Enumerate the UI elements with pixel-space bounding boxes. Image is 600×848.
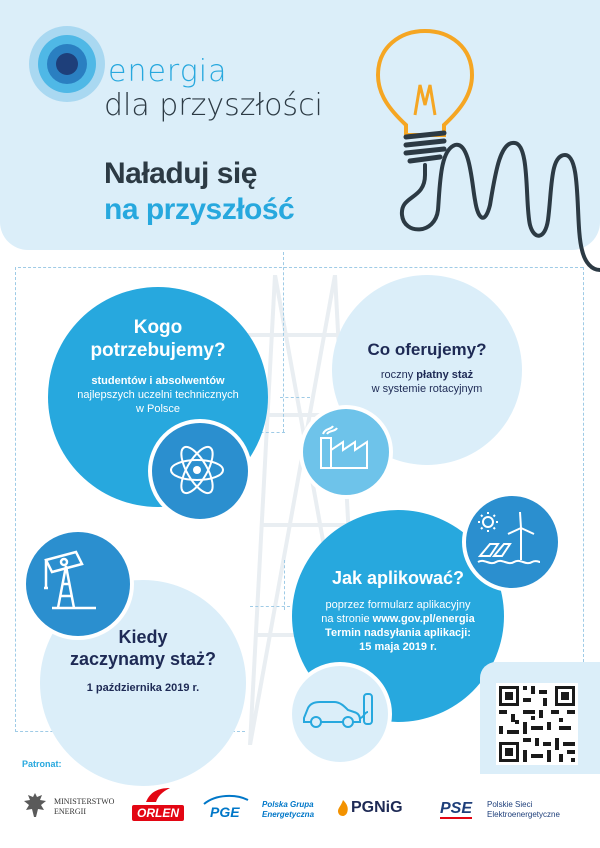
dashed-line bbox=[280, 397, 310, 398]
offer-text-pre: roczny bbox=[380, 369, 417, 381]
logo-word-energia: energia bbox=[108, 54, 228, 89]
dashed-line bbox=[284, 560, 285, 610]
atom-icon bbox=[168, 441, 226, 499]
apply-text-1: poprzez formularz aplikacyjny bbox=[325, 599, 471, 611]
apply-url: www.gov.pl/energia bbox=[372, 613, 475, 625]
electric-car-icon bbox=[300, 688, 376, 732]
apply-title: Jak aplikować? bbox=[331, 568, 465, 588]
pge-logo: PGE bbox=[210, 804, 240, 820]
dashed-line bbox=[18, 267, 583, 268]
orlen-logo: ORLEN bbox=[132, 805, 184, 821]
when-title-1: Kiedy bbox=[118, 627, 168, 647]
dashed-line bbox=[283, 252, 284, 432]
apply-text-block bbox=[296, 568, 500, 654]
ministry-name-2: ENERGII bbox=[54, 807, 86, 816]
pse-desc-1: Polskie Sieci bbox=[487, 800, 533, 809]
lightbulb-icon bbox=[360, 25, 600, 280]
pse-logo: PSE bbox=[440, 800, 473, 817]
dashed-line bbox=[583, 267, 584, 662]
dashed-line bbox=[15, 267, 16, 732]
offer-text-2: w systemie rotacyjnym bbox=[371, 383, 483, 395]
logo-word-future: dla przyszłości bbox=[104, 88, 323, 123]
apply-text-2 bbox=[296, 612, 500, 626]
pse-desc-2: Elektroenergetyczne bbox=[487, 810, 560, 819]
pgnig-flame-icon bbox=[336, 799, 350, 817]
offer-text-1 bbox=[342, 368, 512, 382]
when-title-2: zaczynamy staż? bbox=[69, 649, 217, 669]
offer-text-bold: płatny staż bbox=[416, 369, 474, 381]
pgnig-logo: PGNiG bbox=[351, 799, 403, 816]
when-date: 1 października 2019 r. bbox=[86, 682, 200, 694]
patronat-label: Patronat: bbox=[22, 759, 62, 769]
wind-solar-icon bbox=[476, 508, 542, 568]
apply-text-4: 15 maja 2019 r. bbox=[359, 641, 437, 653]
who-text-block bbox=[60, 316, 256, 416]
who-title-1: Kogo bbox=[133, 317, 183, 338]
who-title-2: potrzebujemy? bbox=[90, 340, 226, 361]
who-text-bold: studentów i absolwentów bbox=[91, 375, 225, 387]
apply-text-3: Termin nadsyłania aplikacji: bbox=[325, 627, 471, 639]
qr-code bbox=[496, 683, 578, 765]
factory-icon bbox=[317, 422, 371, 472]
who-text-2: najlepszych uczelni technicznych bbox=[77, 389, 239, 401]
who-text-3: w Polsce bbox=[135, 403, 181, 415]
target-logo-icon bbox=[28, 25, 106, 103]
pge-desc-2: Energetyczna bbox=[262, 810, 315, 819]
offer-text-block bbox=[342, 340, 512, 396]
offer-title: Co oferujemy? bbox=[367, 340, 487, 359]
apply-text-2-pre: na stronie bbox=[321, 613, 373, 625]
dashed-line bbox=[250, 606, 290, 607]
orlen-eagle-icon bbox=[144, 786, 172, 804]
pge-desc-1: Polska Grupa bbox=[262, 800, 314, 809]
ministry-name-1: MINISTERSTWO bbox=[54, 797, 115, 806]
headline-line2: na przyszłość bbox=[104, 193, 295, 226]
oil-pump-icon bbox=[42, 548, 106, 612]
headline-line1: Naładuj się bbox=[104, 157, 257, 190]
eagle-emblem-icon bbox=[22, 790, 48, 820]
